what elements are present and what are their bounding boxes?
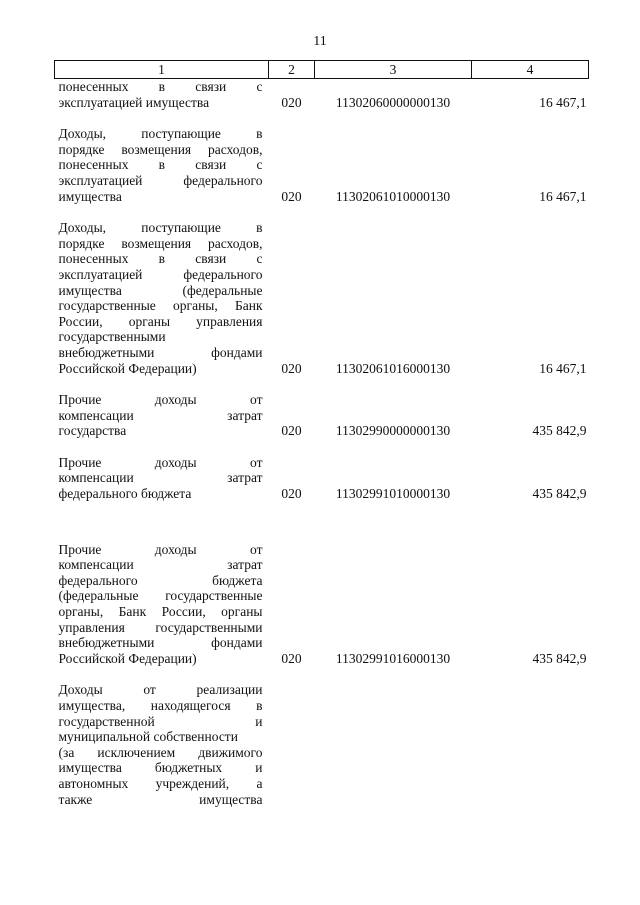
row-kbk: 11302061010000130 xyxy=(335,188,451,204)
row-code: 020 xyxy=(281,94,302,110)
row-sum: 16 467,1 xyxy=(539,94,587,110)
row-name: Доходы, поступающие в порядке возмещения расходов, понесенных в связи с эксплуатацией федерального имущества xyxy=(58,126,263,204)
row-code: 020 xyxy=(281,188,302,204)
row-name: Прочие доходы от компенсации затрат государства xyxy=(58,392,263,439)
row-sum xyxy=(472,682,589,807)
header-col-4: 4 xyxy=(472,61,589,79)
row-code: 020 xyxy=(281,423,302,439)
row-name: понесенных в связи с эксплуатацией имущества xyxy=(58,79,263,110)
row-kbk: 11302060000000130 xyxy=(335,94,451,110)
table-header-row xyxy=(55,61,589,79)
row-kbk: 11302990000000130 xyxy=(335,423,451,439)
table-row xyxy=(55,220,589,376)
row-name: Прочие доходы от компенсации затрат федерального бюджета xyxy=(58,454,263,502)
header-col-2: 2 xyxy=(269,61,315,79)
table-row xyxy=(55,542,589,667)
row-sum: 16 467,1 xyxy=(539,360,587,376)
row-code: 020 xyxy=(281,650,302,666)
page-number: 11 xyxy=(313,34,327,49)
row-code: 020 xyxy=(281,360,302,376)
table-row xyxy=(55,392,589,439)
revenue-table xyxy=(54,60,589,807)
row-name: Прочие доходы от компенсации затрат федерального бюджета (федеральные государственные органы, Банк России, органы управления государственными внебюджетными фондами Российской Федерации) xyxy=(58,541,263,666)
header-col-3: 3 xyxy=(315,61,472,79)
row-sum: 435 842,9 xyxy=(532,423,587,439)
row-code xyxy=(269,682,315,807)
row-name: Доходы, поступающие в порядке возмещения расходов, понесенных в связи с эксплуатацией федерального имущества (федеральные государственные органы, Банк России, органы управления государственными внебюджетными фондами Российской Федерации) xyxy=(58,220,263,376)
row-kbk: 11302061016000130 xyxy=(335,360,451,376)
table-row xyxy=(55,682,589,807)
table-row xyxy=(55,79,589,111)
row-kbk: 11302991010000130 xyxy=(335,486,451,502)
row-sum: 16 467,1 xyxy=(539,188,587,204)
row-sum: 435 842,9 xyxy=(532,650,587,666)
table-row xyxy=(55,455,589,502)
row-sum: 435 842,9 xyxy=(532,486,587,502)
row-kbk: 11302991016000130 xyxy=(335,650,451,666)
row-name: Доходы от реализации имущества, находящегося в государственной и муниципальной собственности (за исключением движимого имущества бюджетных и автономных учреждений, а также имущества xyxy=(58,682,263,807)
header-col-1: 1 xyxy=(55,61,269,79)
row-code: 020 xyxy=(281,486,302,502)
table-row xyxy=(55,126,589,204)
row-kbk xyxy=(315,682,472,807)
